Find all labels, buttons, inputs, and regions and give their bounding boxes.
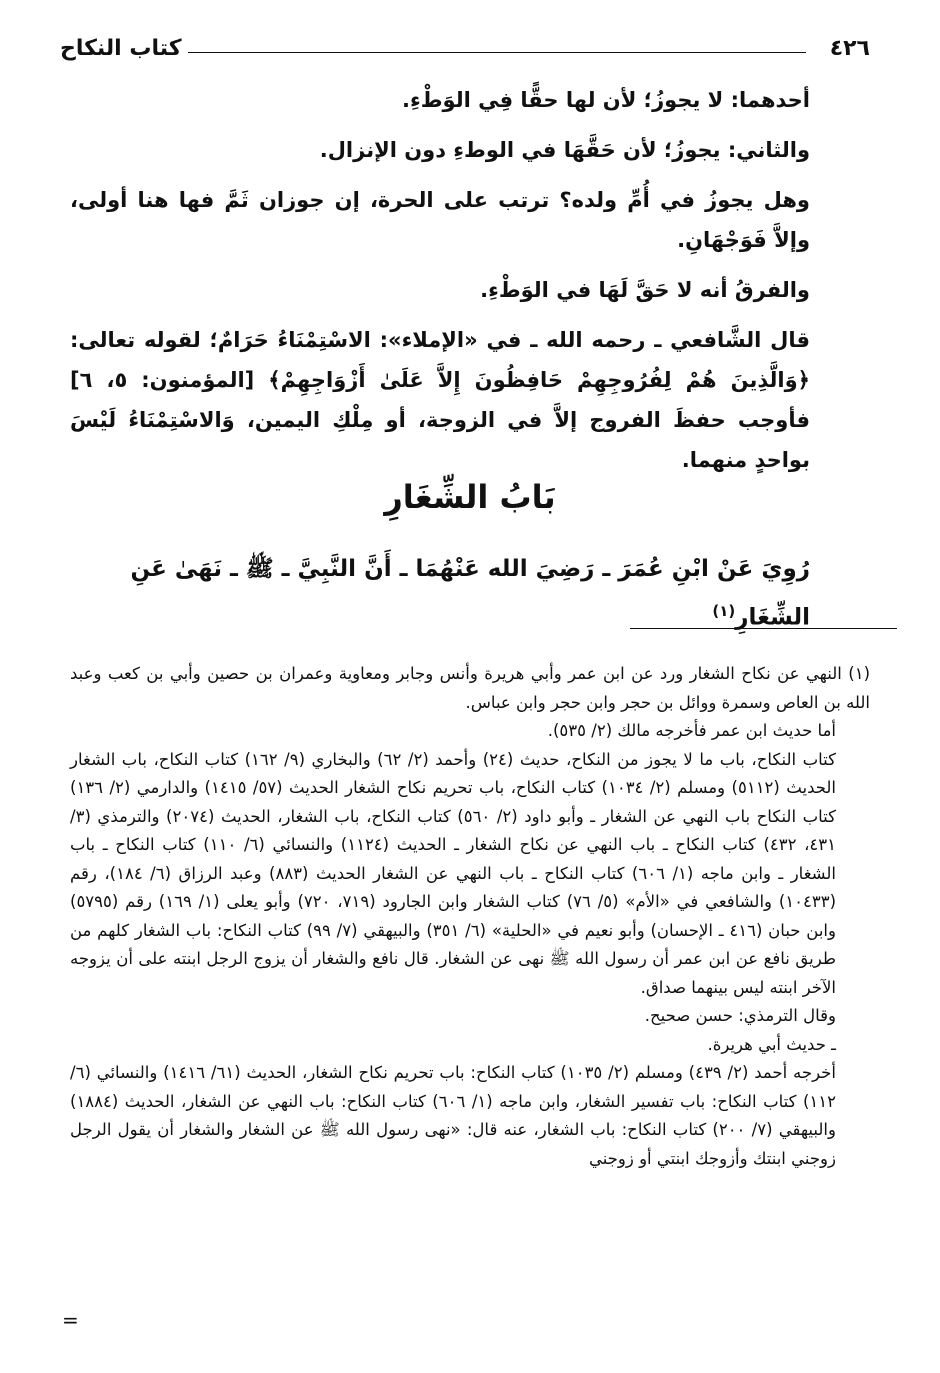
footnote-paragraph: وقال الترمذي: حسن صحيح. <box>644 1006 836 1025</box>
footnote-paragraph: أما حديث ابن عمر فأخرجه مالك (٢/ ٥٣٥). <box>547 721 836 740</box>
hadith-text <box>70 548 810 639</box>
footnote-paragraph: أخرجه أحمد (٢/ ٤٣٩) ومسلم (٢/ ١٠٣٥) كتاب النكاح: باب تحريم نكاح الشغار، الحديث (٦١/ ١٤١٦) والنسائي (٦/ ١١٢) كتاب النكاح: باب تفسير الشغار، وابن ماجه (١/ ٦٠٦) كتاب النكاح: باب النهي عن الشغار، الحديث (١٨٨٤) والبيهقي (٧/ ٢٠٠) كتاب النكاح: باب الشغار، عنه قال: «نهى رسول الله ﷺ عن الشغار والشغار أن يقول الرجل زوجني ابنتك وأزوجك ابنتي أو زوجني <box>70 1063 836 1168</box>
footnote-paragraph: (١) النهي عن نكاح الشغار ورد عن ابن عمر وأبي هريرة وأنس وجابر ومعاوية وعمران بن حصين وأبي بن كعب وعبد الله بن العاص وسمرة ووائل بن حجر وابن حجر وابن عباس. <box>70 664 870 712</box>
paragraph: قال الشَّافعي ـ رحمه الله ـ في «الإملاء»: الاسْتِمْنَاءُ حَرَامٌ؛ لقوله تعالى: ﴿وَالَّذِينَ هُمْ لِفُرُوجِهِمْ حَافِظُونَ إِلاَّ عَلَىٰ أَزْوَاجِهِمْ﴾ [المؤمنون: ٥، ٦] فأوجب حفظَ الفروج إلاَّ في الزوجة، أو مِلْكِ اليمين، وَالاسْتِمْنَاءُ لَيْسَ بواحدٍ منهما. <box>70 328 810 472</box>
footnote-paragraph: ـ حديث أبي هريرة. <box>707 1034 836 1054</box>
running-title: كتاب النكاح <box>60 36 182 61</box>
footnotes <box>70 660 870 1173</box>
hadith-body: رُوِيَ عَنْ ابْنِ عُمَرَ ـ رَضِيَ الله عَنْهُمَا ـ أَنَّ النَّبِيَّ ـ ﷺ ـ نَهَىٰ عَنِ الشِّغَارِ <box>130 556 810 631</box>
paragraph: وهل يجوزُ في أُمِّ ولده؟ ترتب على الحرة، إن جوزان ثَمَّ فها هنا أولى، وإلاَّ فَوَجْهَانِ. <box>70 188 810 252</box>
footnote-paragraph: كتاب النكاح، باب ما لا يجوز من النكاح، حديث (٢٤) وأحمد (٢/ ٦٢) والبخاري (٩/ ١٦٢) كتاب النكاح، باب الشغار الحديث (٥١١٢) ومسلم (٢/ ١٠٣٤) كتاب النكاح، باب تحريم نكاح الشغار الحديث (٥٧/ ١٤١٥) والدارمي (٢/ ١٣٦) كتاب النكاح باب النهي عن الشغار ـ وأبو داود (٢/ ٥٦٠) كتاب النكاح، باب الشغار، الحديث (٢٠٧٤) والترمذي (٣/ ٤٣١، ٤٣٢) كتاب النكاح ـ باب النهي عن نكاح الشغار ـ الحديث (١١٢٤) والنسائي (٦/ ١١٠) كتاب النكاح ـ باب الشغار ـ وابن ماجه (١/ ٦٠٦) كتاب النكاح ـ باب النهي عن الشغار الحديث (٨٨٣) وعبد الرزاق (٦/ ١٨٤)، رقم (١٠٤٣٣) والشافعي في «الأم» (٥/ ٧٦) كتاب الشغار وابن الجارود (٧١٩، ٧٢٠) وأبو يعلى (١/ ١٦٩) رقم (٥٧٩٥) وابن حبان (٤١٦ ـ الإحسان) وأبو نعيم في «الحلية» (٦/ ٣٥١) والبيهقي (٧/ ٩٩) كتاب النكاح: باب الشغار كلهم من طريق نافع عن ابن عمر أن رسول الله ﷺ نهى عن الشغار. قال نافع والشغار أن يزوج الرجل ابنته على أن يزوجه الآخر ابنته ليس بينهما صداق. <box>70 749 837 997</box>
main-text <box>70 80 810 490</box>
paragraph: والفرقُ أنه لا حَقَّ لَهَا في الوَطْءِ. <box>480 278 810 302</box>
header-rule <box>188 52 806 53</box>
chapter-title: بَابُ الشِّغَارِ <box>384 478 556 516</box>
continuation-mark: = <box>62 1308 79 1332</box>
page-header <box>60 36 870 70</box>
footnote-separator <box>630 628 897 629</box>
footnote-marker: (١) <box>712 602 736 620</box>
page-number: ٤٢٦ <box>829 36 870 61</box>
paragraph: أحدهما: لا يجوزُ؛ لأن لها حقًّا فِي الوَطْءِ. <box>402 88 810 112</box>
paragraph: والثاني: يجوزُ؛ لأن حَقَّهَا في الوطءِ دون الإنزال. <box>319 138 810 162</box>
